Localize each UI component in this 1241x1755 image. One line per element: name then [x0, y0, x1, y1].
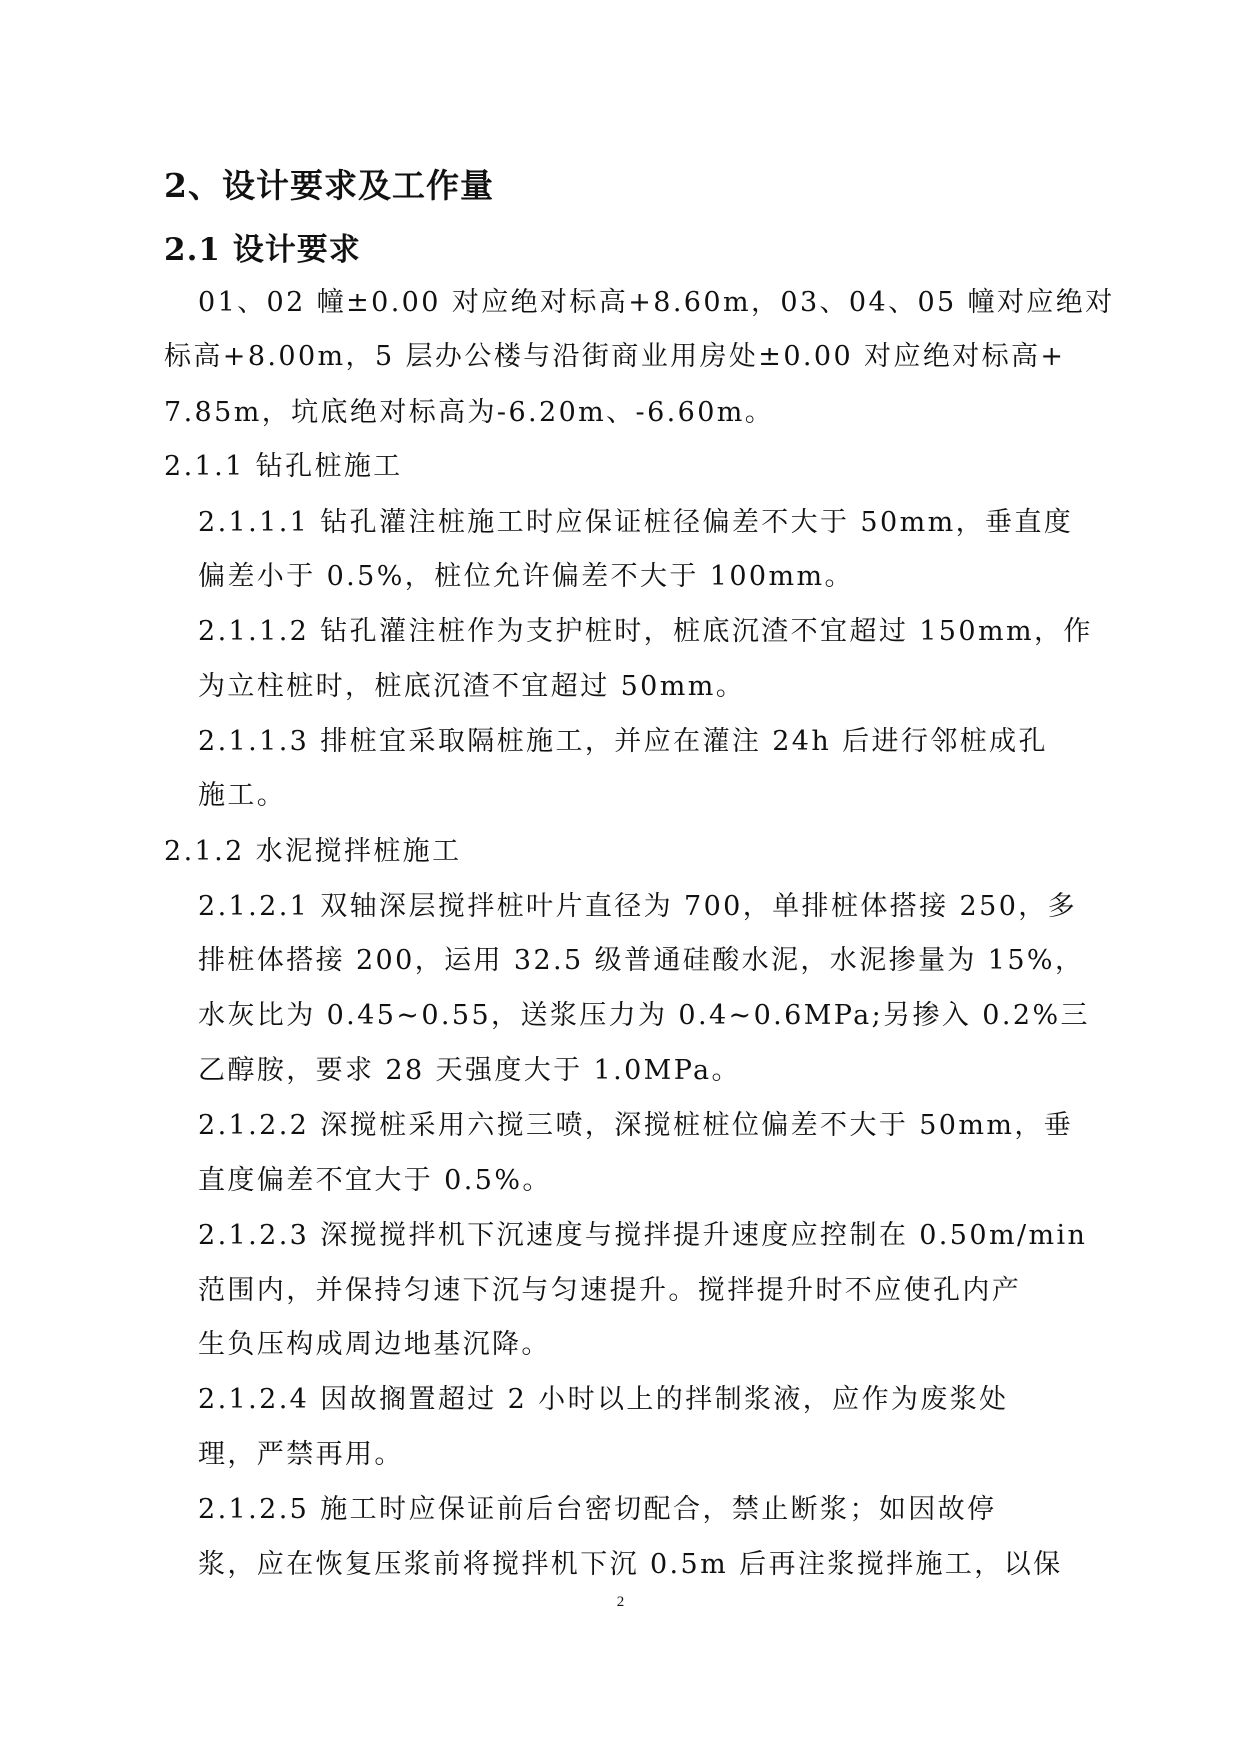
paragraph-line: 2.1.1.3 排桩宜采取隔桩施工，并应在灌注 24h 后进行邻桩成孔 — [198, 726, 1048, 757]
paragraph-line: 2.1.1.2 钻孔灌注桩作为支护桩时，桩底沉渣不宜超过 150mm，作 — [198, 616, 1093, 647]
paragraph-line: 标高+8.00m，5 层办公楼与沿街商业用房处±0.00 对应绝对标高+ — [164, 341, 1066, 372]
paragraph-line: 2.1.2.5 施工时应保证前后台密切配合，禁止断浆；如因故停 — [198, 1494, 997, 1525]
paragraph-line: 范围内，并保持匀速下沉与匀速提升。搅拌提升时不应使孔内产 — [198, 1275, 1022, 1306]
paragraph-line: 2.1.2.2 深搅桩采用六搅三喷，深搅桩桩位偏差不大于 50mm，垂 — [198, 1110, 1074, 1141]
paragraph-line: 生负压构成周边地基沉降。 — [198, 1329, 551, 1360]
paragraph-line: 为立柱桩时，桩底沉渣不宜超过 50mm。 — [198, 671, 746, 702]
paragraph-line: 偏差小于 0.5%，桩位允许偏差不大于 100mm。 — [198, 561, 854, 592]
paragraph-line: 2.1.2.1 双轴深层搅拌桩叶片直径为 700，单排桩体搭接 250，多 — [198, 891, 1078, 922]
paragraph-line: 2.1.1.1 钻孔灌注桩施工时应保证桩径偏差不大于 50mm，垂直度 — [198, 507, 1074, 538]
paragraph-line: 水灰比为 0.45~0.55，送浆压力为 0.4~0.6MPa;另掺入 0.2%三 — [198, 1000, 1090, 1031]
paragraph-line: 乙醇胺，要求 28 天强度大于 1.0MPa。 — [198, 1055, 741, 1086]
paragraph-line: 理，严禁再用。 — [198, 1439, 404, 1470]
paragraph-line: 施工。 — [198, 780, 287, 811]
paragraph-line: 浆，应在恢复压浆前将搅拌机下沉 0.5m 后再注浆搅拌施工，以保 — [198, 1549, 1063, 1580]
paragraph-line: 7.85m，坑底绝对标高为-6.20m、-6.60m。 — [164, 397, 775, 428]
clause-heading: 2.1.2 水泥搅拌桩施工 — [164, 836, 462, 867]
paragraph-line: 直度偏差不宜大于 0.5%。 — [198, 1165, 552, 1196]
paragraph-line: 2.1.2.3 深搅搅拌机下沉速度与搅拌提升速度应控制在 0.50m/min — [198, 1220, 1088, 1251]
paragraph-line: 排桩体搭接 200，运用 32.5 级普通硅酸水泥，水泥掺量为 15%， — [198, 945, 1085, 976]
paragraph-line: 2.1.2.4 因故搁置超过 2 小时以上的拌制浆液，应作为废浆处 — [198, 1384, 1009, 1415]
clause-heading: 2.1.1 钻孔桩施工 — [164, 451, 403, 482]
page-number: 2 — [616, 1594, 625, 1610]
paragraph-line: 01、02 幢±0.00 对应绝对标高+8.60m，03、04、05 幢对应绝对 — [198, 287, 1115, 318]
section-heading: 2、设计要求及工作量 — [164, 166, 494, 205]
subsection-heading: 2.1 设计要求 — [164, 232, 361, 268]
